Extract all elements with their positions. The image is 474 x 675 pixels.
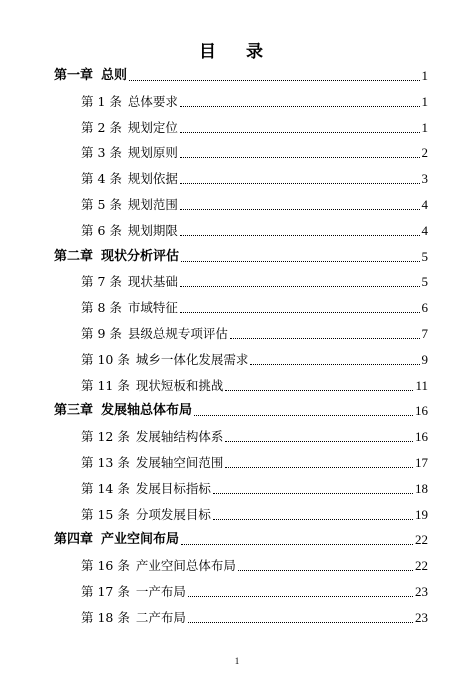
toc-article-entry[interactable] bbox=[81, 119, 428, 137]
article-title: 总体要求 bbox=[127, 93, 178, 109]
article-number: 第 3 条 bbox=[81, 145, 122, 161]
page-ref: 16 bbox=[415, 403, 428, 419]
article-number: 第 5 条 bbox=[81, 197, 122, 212]
dot-leader bbox=[180, 312, 420, 313]
page-ref: 17 bbox=[415, 455, 428, 470]
chapter-number: 第三章 bbox=[54, 403, 94, 419]
chapter-number: 第二章 bbox=[54, 248, 94, 264]
dot-leader bbox=[181, 261, 419, 262]
article-number: 第 8 条 bbox=[81, 300, 122, 316]
article-number: 第 10 条 bbox=[81, 351, 130, 367]
dot-leader bbox=[180, 209, 420, 210]
dot-leader bbox=[181, 544, 413, 545]
dot-leader bbox=[188, 596, 413, 597]
page-ref: 11 bbox=[415, 377, 428, 393]
article-title: 城乡一体化发展需求 bbox=[135, 351, 249, 367]
article-title: 二产布局 bbox=[135, 609, 186, 625]
toc-article-entry[interactable] bbox=[81, 170, 428, 188]
page-ref: 18 bbox=[415, 480, 428, 496]
article-title: 发展目标指标 bbox=[135, 480, 211, 496]
toc-article-entry[interactable] bbox=[81, 557, 428, 575]
chapter-title: 总则 bbox=[101, 68, 128, 83]
page-ref: 3 bbox=[421, 171, 428, 187]
toc-article-entry[interactable] bbox=[81, 222, 428, 240]
article-title: 规划范围 bbox=[127, 197, 178, 212]
article-title: 发展轴空间范围 bbox=[135, 455, 224, 470]
dot-leader bbox=[225, 467, 413, 468]
page-ref: 2 bbox=[421, 145, 428, 161]
toc-article-entry[interactable] bbox=[81, 93, 428, 111]
toc-article-entry[interactable] bbox=[81, 377, 428, 395]
article-number: 第 4 条 bbox=[81, 171, 122, 187]
page-ref: 9 bbox=[421, 351, 428, 367]
dot-leader bbox=[180, 132, 420, 133]
article-title: 规划原则 bbox=[127, 145, 178, 161]
article-number: 第 14 条 bbox=[81, 480, 130, 496]
toc-chapter-entry[interactable] bbox=[54, 248, 428, 266]
article-title: 分项发展目标 bbox=[135, 506, 211, 522]
toc-article-entry[interactable] bbox=[81, 454, 428, 472]
dot-leader bbox=[225, 441, 413, 442]
article-title: 规划定位 bbox=[127, 119, 178, 135]
article-number: 第 7 条 bbox=[81, 274, 122, 290]
page-ref: 23 bbox=[415, 584, 428, 599]
dot-leader bbox=[180, 106, 420, 107]
dot-leader bbox=[238, 570, 413, 571]
page-ref: 1 bbox=[421, 119, 428, 135]
dot-leader bbox=[194, 415, 413, 416]
article-number: 第 16 条 bbox=[81, 558, 130, 574]
article-number: 第 6 条 bbox=[81, 222, 122, 238]
toc-title: 目 录 bbox=[199, 42, 275, 62]
dot-leader bbox=[129, 80, 419, 81]
page-ref: 5 bbox=[421, 248, 428, 264]
dot-leader bbox=[225, 390, 413, 391]
article-title: 现状短板和挑战 bbox=[135, 377, 224, 393]
article-title: 规划依据 bbox=[127, 171, 178, 187]
article-number: 第 11 条 bbox=[81, 377, 130, 393]
article-title: 县级总规专项评估 bbox=[127, 326, 228, 341]
page-ref: 4 bbox=[421, 222, 428, 238]
toc-article-entry[interactable] bbox=[81, 299, 428, 317]
page-ref: 22 bbox=[415, 532, 428, 548]
article-title: 产业空间总体布局 bbox=[135, 558, 236, 574]
toc-article-entry[interactable] bbox=[81, 583, 428, 601]
toc-article-entry[interactable] bbox=[81, 480, 428, 498]
chapter-number: 第四章 bbox=[54, 532, 94, 548]
chapter-title: 发展轴总体布局 bbox=[101, 403, 193, 419]
page-ref: 1 bbox=[421, 68, 428, 83]
page-ref: 1 bbox=[421, 93, 428, 109]
dot-leader bbox=[180, 286, 420, 287]
toc-chapter-entry[interactable] bbox=[54, 531, 428, 549]
dot-leader bbox=[180, 235, 420, 236]
page-ref: 4 bbox=[421, 197, 428, 212]
dot-leader bbox=[180, 183, 420, 184]
toc-article-entry[interactable] bbox=[81, 273, 428, 291]
toc-article-entry[interactable] bbox=[81, 506, 428, 524]
article-number: 第 18 条 bbox=[81, 609, 130, 625]
article-title: 一产布局 bbox=[135, 584, 186, 599]
chapter-number: 第一章 bbox=[54, 68, 94, 83]
page-ref: 6 bbox=[421, 300, 428, 316]
article-number: 第 9 条 bbox=[81, 326, 122, 341]
toc-article-entry[interactable] bbox=[81, 428, 428, 446]
page-ref: 7 bbox=[421, 326, 428, 341]
toc-article-entry[interactable] bbox=[81, 325, 428, 343]
article-number: 第 15 条 bbox=[81, 506, 130, 522]
article-title: 规划期限 bbox=[127, 222, 178, 238]
chapter-title: 现状分析评估 bbox=[101, 248, 180, 264]
article-number: 第 1 条 bbox=[81, 93, 122, 109]
article-number: 第 2 条 bbox=[81, 119, 122, 135]
chapter-title: 产业空间布局 bbox=[101, 532, 180, 548]
toc-chapter-entry[interactable] bbox=[54, 67, 428, 85]
article-number: 第 13 条 bbox=[81, 455, 130, 470]
toc-article-entry[interactable] bbox=[81, 609, 428, 627]
page-ref: 19 bbox=[415, 506, 428, 522]
page-ref: 5 bbox=[421, 274, 428, 290]
article-title: 发展轴结构体系 bbox=[135, 429, 224, 445]
dot-leader bbox=[230, 338, 420, 339]
page-ref: 23 bbox=[415, 609, 428, 625]
page-number: 1 bbox=[234, 656, 240, 666]
dot-leader bbox=[180, 157, 420, 158]
article-number: 第 12 条 bbox=[81, 429, 130, 445]
article-number: 第 17 条 bbox=[81, 584, 130, 599]
dot-leader bbox=[213, 493, 413, 494]
page-ref: 16 bbox=[415, 429, 428, 445]
article-title: 市域特征 bbox=[127, 300, 178, 316]
page-ref: 22 bbox=[415, 558, 428, 574]
toc-article-entry[interactable] bbox=[81, 351, 428, 369]
dot-leader bbox=[213, 519, 413, 520]
dot-leader bbox=[250, 364, 419, 365]
toc-chapter-entry[interactable] bbox=[54, 402, 428, 420]
article-title: 现状基础 bbox=[127, 274, 178, 290]
toc-article-entry[interactable] bbox=[81, 196, 428, 214]
dot-leader bbox=[188, 622, 413, 623]
toc-article-entry[interactable] bbox=[81, 144, 428, 162]
